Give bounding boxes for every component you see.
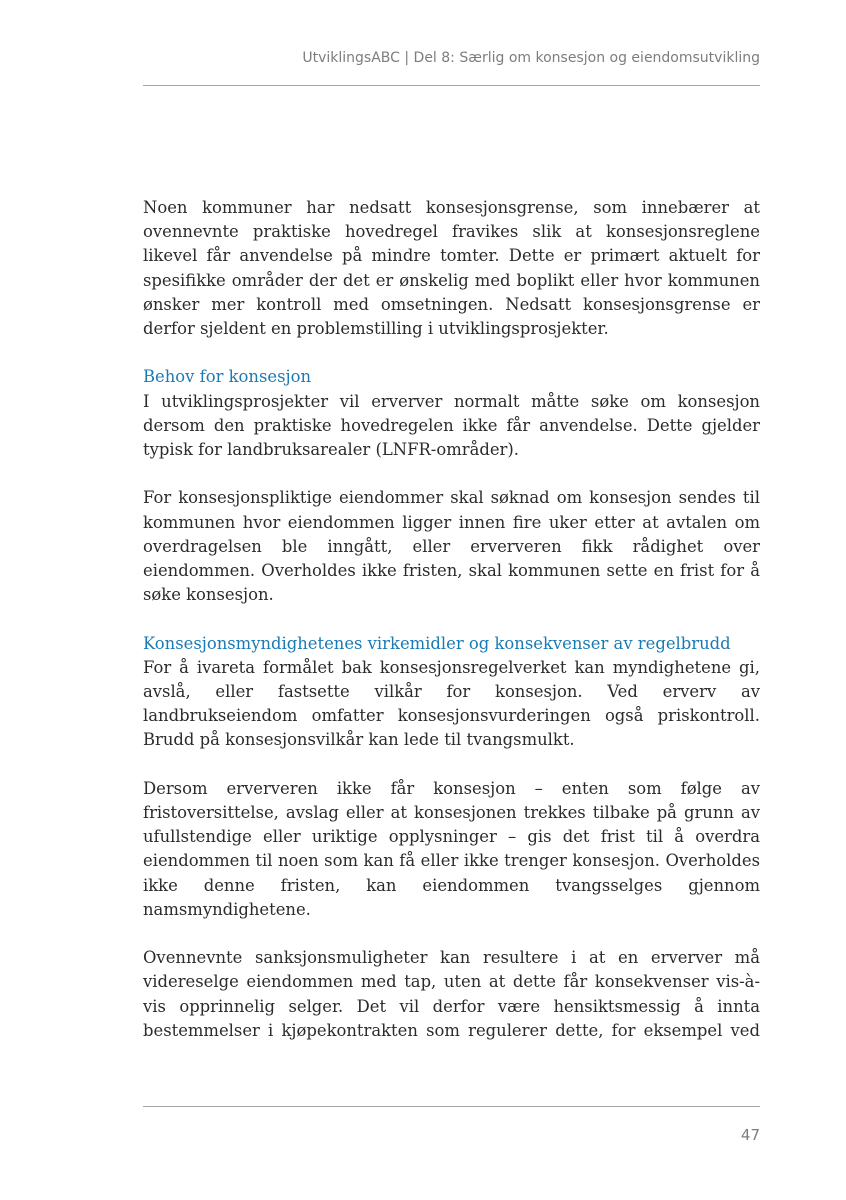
intro-paragraph: Noen kommuner har nedsatt konsesjonsgrense, som innebærer at ovennevnte praktiske hovedregel fravikes slik at konsesjonsreglene likevel får anvendelse på mindre tomter. Dette er primært aktuelt for spesifikke områder der det er ønskelig med boplikt eller hvor kommunen ønsker mer kontroll med omsetningen. Nedsatt konsesjonsgrense er derfor sjeldent en problemstilling i utviklingsprosjekter.: [143, 198, 760, 339]
section1-paragraph-2: For konsesjonspliktige eiendommer skal søknad om konsesjon sendes til kommunen hvor eiendommen ligger innen fire uker etter at avtalen om overdragelsen ble inngått, eller erververen fikk rådighet over eiendommen. Overholdes ikke fristen, skal kommunen sette en frist for å søke konsesjon.: [143, 488, 760, 605]
page-number: 47: [740, 1126, 760, 1144]
header-divider: [143, 85, 760, 86]
section2-paragraph-3: Ovennevnte sanksjonsmuligheter kan resultere i at en erverver må videreselge eiendommen med tap, uten at dette får konsekvenser vis-à-vis opprinnelig selger. Det vil derfor være hensiktsmessig å innta bestemmelser i kjøpekontrakten som regulerer dette, for eksempel ved: [143, 948, 760, 1040]
section-heading-virkemidler: Konsesjonsmyndighetenes virkemidler og konsekvenser av regelbrudd: [143, 633, 731, 653]
section2-paragraph-1: For å ivareta formålet bak konsesjonsregelverket kan myndighetene gi, avslå, eller fastsette vilkår for konsesjon. Ved erverv av landbrukseiendom omfatter konsesjonsvurderingen også priskontroll. Brudd på konsesjonsvilkår kan lede til tvangsmulkt.: [143, 657, 760, 750]
running-header: UtviklingsABC | Del 8: Særlig om konsesjon og eiendomsutvikling: [302, 50, 760, 66]
section-heading-behov-for-konsesjon: Behov for konsesjon: [143, 367, 312, 387]
section1-paragraph-1: I utviklingsprosjekter vil erverver normalt måtte søke om konsesjon dersom den praktiske hovedregelen ikke får anvendelse. Dette gjelder typisk for landbruksarealer (LNFR-områder).: [143, 391, 760, 460]
section2-paragraph-2: Dersom erververen ikke får konsesjon – enten som følge av fristoversittelse, avslag eller at konsesjonen trekkes tilbake på grunn av ufullstendige eller uriktige opplysninger – gis det frist til å overdra eiendommen til noen som kan få eller ikke trenger konsesjon. Overholdes ikke denne fristen, kan eiendommen tvangsselges gjennom namsmyndighetene.: [143, 778, 760, 919]
main-text-column: [143, 196, 760, 1043]
footer-divider: [143, 1106, 760, 1107]
